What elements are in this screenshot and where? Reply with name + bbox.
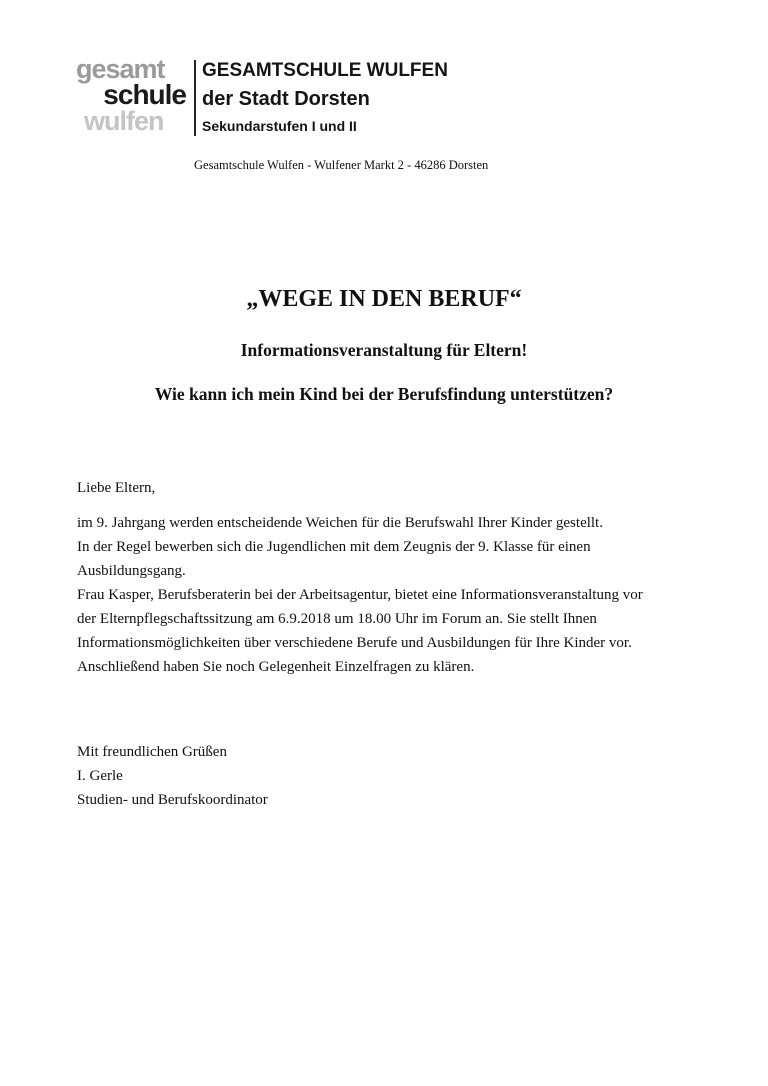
letter-line: im 9. Jahrgang werden entscheidende Weichen für die Berufswahl Ihrer Kinder gestellt. <box>77 515 603 531</box>
logo-word-gesamt: gesamt <box>76 54 165 84</box>
logo-word-wulfen: wulfen <box>84 106 164 136</box>
letter-line: Frau Kasper, Berufsberaterin bei der Arbeitsagentur, bietet eine Informationsveranstaltung vor <box>77 587 643 603</box>
school-name: GESAMTSCHULE WULFEN <box>202 60 448 81</box>
logo-word-schule: schule <box>103 79 186 110</box>
closing-phrase: Mit freundlichen Grüßen <box>77 744 227 760</box>
signer-role: Studien- und Berufskoordinator <box>77 792 268 808</box>
school-logo <box>72 56 190 136</box>
signer-name: I. Gerle <box>77 768 123 784</box>
letter-greeting: Liebe Eltern, <box>77 480 156 496</box>
document-title: „WEGE IN DEN BERUF“ <box>246 286 522 312</box>
document-question: Wie kann ich mein Kind bei der Berufsfindung unterstützen? <box>154 384 614 404</box>
letter-line: Ausbildungsgang. <box>77 563 186 579</box>
school-city: der Stadt Dorsten <box>202 88 370 110</box>
letter-line: In der Regel bewerben sich die Jugendlichen mit dem Zeugnis der 9. Klasse für einen <box>77 539 591 555</box>
letter-closing <box>77 740 737 812</box>
letter-line: Anschließend haben Sie noch Gelegenheit Einzelfragen zu klären. <box>77 659 475 675</box>
school-levels: Sekundarstufen I und II <box>202 118 357 134</box>
letter-line: der Elternpflegschaftssitzung am 6.9.2018 um 18.00 Uhr im Forum an. Sie stellt Ihnen <box>77 611 597 627</box>
letter-body <box>77 511 737 679</box>
school-address: Gesamtschule Wulfen - Wulfener Markt 2 - 46286 Dorsten <box>194 158 489 172</box>
header-divider <box>194 60 196 136</box>
letter-line: Informationsmöglichkeiten über verschiedene Berufe und Ausbildungen für Ihre Kinder vor. <box>77 635 632 651</box>
document-subtitle: Informationsveranstaltung für Eltern! <box>240 340 528 360</box>
